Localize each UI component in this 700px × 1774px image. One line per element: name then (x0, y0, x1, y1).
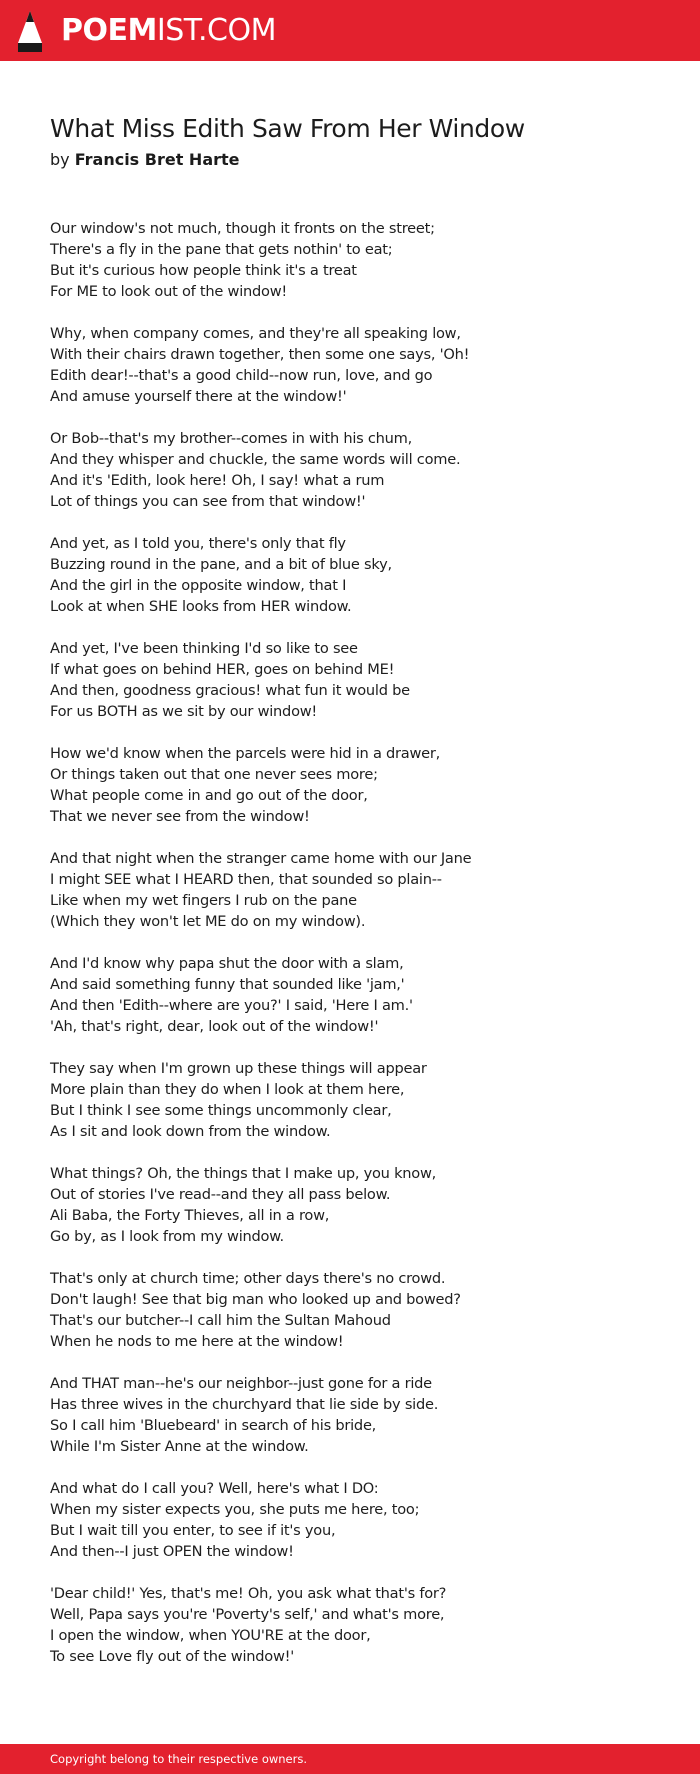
logo-light-text: IST.COM (156, 13, 276, 48)
poem-line: How we'd know when the parcels were hid in a drawer, (50, 745, 441, 762)
logo-bold-text: POEM (61, 13, 157, 48)
poem-line: To see Love fly out of the window!' (50, 1648, 295, 1665)
poem-line: Like when my wet fingers I rub on the pane (50, 892, 357, 909)
pencil-tip-icon (17, 10, 43, 52)
poem-line: And what do I call you? Well, here's what I DO: (50, 1480, 379, 1497)
stanza (50, 743, 650, 827)
poem-line: And I'd know why papa shut the door with a slam, (50, 955, 404, 972)
byline (50, 150, 240, 169)
poem-line: And they whisper and chuckle, the same words will come. (50, 451, 461, 468)
poem-line: Why, when company comes, and they're all speaking low, (50, 325, 461, 342)
poem-line: And yet, I've been thinking I'd so like to see (50, 640, 358, 657)
poem-line: Go by, as I look from my window. (50, 1228, 284, 1245)
poem-line: What people come in and go out of the door, (50, 787, 368, 804)
stanza (50, 323, 650, 407)
poem-line: And said something funny that sounded like 'jam,' (50, 976, 405, 993)
poem-line: With their chairs drawn together, then some one says, 'Oh! (50, 346, 470, 363)
poem-line: And then, goodness gracious! what fun it would be (50, 682, 410, 699)
poem-line: Or Bob--that's my brother--comes in with his chum, (50, 430, 413, 447)
poem-line: And then--I just OPEN the window! (50, 1543, 294, 1560)
poem-line: Out of stories I've read--and they all pass below. (50, 1186, 391, 1203)
stanza (50, 428, 650, 512)
stanza (50, 1478, 650, 1562)
poem-line: Ali Baba, the Forty Thieves, all in a row, (50, 1207, 330, 1224)
poem-body (50, 218, 650, 1688)
poem-line: Or things taken out that one never sees more; (50, 766, 378, 783)
poem-line: What things? Oh, the things that I make up, you know, (50, 1165, 437, 1182)
poem-line: And that night when the stranger came home with our Jane (50, 850, 472, 867)
poem-line: More plain than they do when I look at them here, (50, 1081, 405, 1098)
poem-line: As I sit and look down from the window. (50, 1123, 331, 1140)
stanza (50, 1163, 650, 1247)
poem-line: If what goes on behind HER, goes on behind ME! (50, 661, 395, 678)
poem-line: And then 'Edith--where are you?' I said, 'Here I am.' (50, 997, 413, 1014)
byline-label: by (50, 150, 70, 169)
stanza (50, 533, 650, 617)
site-header (0, 0, 700, 61)
poem-line: So I call him 'Bluebeard' in search of his bride, (50, 1417, 377, 1434)
poem-line: Buzzing round in the pane, and a bit of blue sky, (50, 556, 392, 573)
author-name[interactable]: Francis Bret Harte (74, 150, 240, 169)
stanza (50, 1373, 650, 1457)
poem-line: That's our butcher--I call him the Sultan Mahoud (50, 1312, 391, 1329)
poem-line: And THAT man--he's our neighbor--just gone for a ride (50, 1375, 432, 1392)
poem-line: Look at when SHE looks from HER window. (50, 598, 352, 615)
poem-line: There's a fly in the pane that gets nothin' to eat; (50, 241, 393, 258)
stanza (50, 953, 650, 1037)
poem-line: But I wait till you enter, to see if it's you, (50, 1522, 336, 1539)
poem-line: While I'm Sister Anne at the window. (50, 1438, 309, 1455)
poem-line: And amuse yourself there at the window!' (50, 388, 347, 405)
stanza (50, 218, 650, 302)
poem-title: What Miss Edith Saw From Her Window (50, 114, 525, 143)
stanza (50, 1058, 650, 1142)
poem-line: For ME to look out of the window! (50, 283, 287, 300)
poem-line: (Which they won't let ME do on my window). (50, 913, 366, 930)
poem-line: And the girl in the opposite window, that I (50, 577, 347, 594)
poem-line: 'Ah, that's right, dear, look out of the window!' (50, 1018, 379, 1035)
poem-line: I open the window, when YOU'RE at the door, (50, 1627, 371, 1644)
logo-wordmark (61, 9, 276, 53)
poem-line: Has three wives in the churchyard that lie side by side. (50, 1396, 439, 1413)
stanza (50, 1583, 650, 1667)
poem-line: Our window's not much, though it fronts on the street; (50, 220, 435, 237)
copyright-text: Copyright belong to their respective owners. (50, 1752, 308, 1766)
site-logo[interactable] (17, 9, 276, 53)
poem-line: When my sister expects you, she puts me here, too; (50, 1501, 420, 1518)
poem-line: That's only at church time; other days there's no crowd. (50, 1270, 446, 1287)
poem-line: Don't laugh! See that big man who looked up and bowed? (50, 1291, 461, 1308)
poem-line: And it's 'Edith, look here! Oh, I say! what a rum (50, 472, 385, 489)
poem-line: When he nods to me here at the window! (50, 1333, 344, 1350)
site-footer (0, 1744, 700, 1774)
poem-line: They say when I'm grown up these things will appear (50, 1060, 427, 1077)
poem-line: Well, Papa says you're 'Poverty's self,' and what's more, (50, 1606, 445, 1623)
poem-line: Edith dear!--that's a good child--now run, love, and go (50, 367, 433, 384)
poem-line: That we never see from the window! (50, 808, 310, 825)
poem-line: For us BOTH as we sit by our window! (50, 703, 318, 720)
poem-line: 'Dear child!' Yes, that's me! Oh, you ask what that's for? (50, 1585, 447, 1602)
poem-line: But I think I see some things uncommonly clear, (50, 1102, 392, 1119)
stanza (50, 1268, 650, 1352)
poem-line: And yet, as I told you, there's only that fly (50, 535, 346, 552)
poem-line: But it's curious how people think it's a treat (50, 262, 357, 279)
poem-line: Lot of things you can see from that window!' (50, 493, 366, 510)
stanza (50, 848, 650, 932)
stanza (50, 638, 650, 722)
poem-line: I might SEE what I HEARD then, that sounded so plain-- (50, 871, 442, 888)
